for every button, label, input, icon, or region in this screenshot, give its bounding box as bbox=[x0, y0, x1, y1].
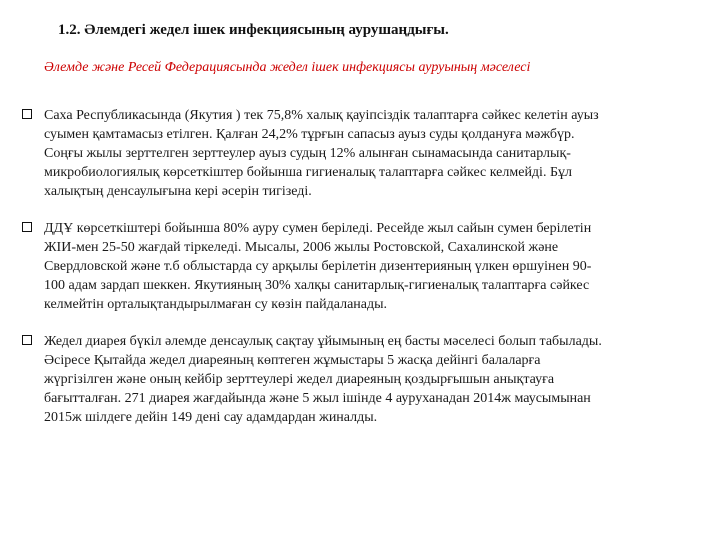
bullet-text-line: ЖІИ-мен 25-50 жағдай тіркеледі. Мысалы, 2006 жылы Ростовской, Сахалинской және bbox=[44, 240, 559, 255]
bullet-list bbox=[22, 106, 692, 445]
bullet-text-line: халықтың денсаулығына кері әсерін тигізеді. bbox=[44, 184, 312, 199]
bullet-text-line: Саха Республикасында (Якутия ) тек 75,8% халық қауіпсіздік талаптарға сәйкес келетін ауыз bbox=[44, 108, 599, 123]
bullet-item bbox=[22, 106, 692, 201]
bullet-text-line: Жедел диарея бүкіл әлемде денсаулық сақтау ұйымының ең басты мәселесі болып табылады. bbox=[44, 334, 602, 349]
slide-title: 1.2. Әлемдегі жедел ішек инфекциясының аурушаңдығы. bbox=[58, 22, 449, 38]
bullet-text-line: Әсіресе Қытайда жедел диареяның көптеген жұмыстары 5 жасқа дейінгі балаларға bbox=[44, 353, 541, 368]
checkbox-icon bbox=[22, 222, 32, 232]
bullet-text-line: Свердловской және т.б облыстарда су арқылы берілетін дизентерияның үлкен өршуінен 90- bbox=[44, 259, 592, 274]
bullet-text-line: бағытталған. 271 диарея жағдайында және 5 жыл ішінде 4 ауруханадан 2014ж маусымынан bbox=[44, 391, 591, 406]
bullet-text-line: суымен қамтамасыз етілген. Қалған 24,2% тұрғын сапасыз ауыз суды қолдануға мәжбүр. bbox=[44, 127, 575, 142]
bullet-text-line: Соңғы жылы зерттелген зерттеулер ауыз судың 12% алынған сынамасында санитарлық- bbox=[44, 146, 571, 161]
checkbox-icon bbox=[22, 335, 32, 345]
bullet-text-line: 100 адам зардап шеккен. Якутияның 30% халқы санитарлық-гигиеналық талаптарға сәйкес bbox=[44, 278, 590, 293]
bullet-text-line: микробиологиялық көрсеткіштер бойынша гигиеналық талаптарға сәйкес келмейді. Бұл bbox=[44, 165, 572, 180]
bullet-text-line: 2015ж шілдеге дейін 149 дені сау адамдардан жиналды. bbox=[44, 410, 378, 425]
bullet-item bbox=[22, 219, 692, 314]
checkbox-icon bbox=[22, 109, 32, 119]
bullet-item bbox=[22, 332, 692, 427]
bullet-text-line: жүргізілген және оның кейбір зерттеулері жедел диареяның қоздырғышын анықтауға bbox=[44, 372, 555, 387]
bullet-text-line: келмейтін орталықтандырылмаған су көзін пайдаланады. bbox=[44, 297, 388, 312]
slide-subtitle: Әлемде және Ресей Федерациясында жедел ішек инфекциясы ауруының мәселесі bbox=[44, 60, 531, 75]
bullet-text-line: ДДҰ көрсеткіштері бойынша 80% ауру сумен беріледі. Ресейде жыл сайын сумен берілетін bbox=[44, 221, 592, 236]
